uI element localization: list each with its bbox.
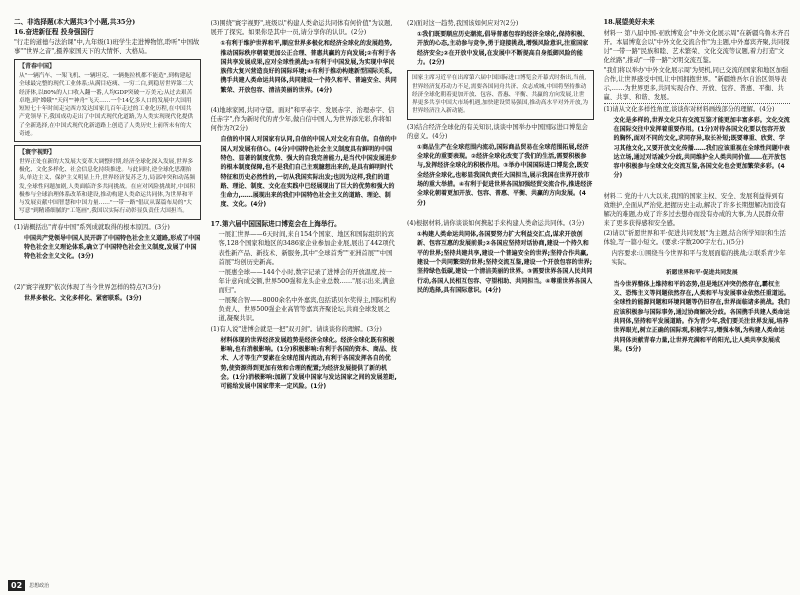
question-16-intro: "行走的道德与法治课"中,九年级(1)班学生走进博物馆,聆听"中国故事""世界之音",摄养家国天下的大情怀、大格局。 [14, 39, 200, 56]
question-17-1: (1)有人说"进博会就是一把"双刃剑"。请谈谈你的理解。(3分) [210, 325, 382, 333]
answer-17-4: ①构建人类命运共同体,各国要努力扩大利益交汇点,谋求开放创新、包容互惠的发展前景;②各国应坚持对话协商,建设一个持久和平的世界;坚持共建共享,建设一个普遍安全的世界;坚持合作共赢,建设一个共同繁荣的世界;坚持交流互鉴,建设一个开放包容的世界;坚持绿色低碳,建设一个清洁美丽的世界。③需要世界各国人民共同行动,各国人民相互包容、守望相助、共同担当。④尊重世界各国人民的选择,具有国际意识。(4分) [417, 231, 593, 294]
question-17-material-3: 一展聚合智——8000余名中外嘉宾,包括诺贝尔奖得主,国际机构负责人、世界500强企业高管等嘉宾齐聚论坛,共商全球发展之道,凝聚共识。 [218, 297, 396, 323]
question-18-2-note: 内容要求:①围绕当今世界和平与发展面临的挑战;②联系青少年实际。 [611, 249, 786, 266]
column-4 [604, 18, 791, 581]
material-box-youth-china [14, 59, 201, 142]
answer-18-2: 当今世界整体上维持和平的态势,但是地区冲突仍然存在,霸权主义、恐怖主义等问题依然存在,人类和平与发展事业依然任重道远。全球性的能源问题和环境问题等仍旧存在,世界面临诸多挑战。我们应该积极参与国际事务,通过协商解决分歧。各国携手共建人类命运共同体,坚持和平发展道路。作为青少年,我们要关注世界发展,培养世界眼光,树立正确的国际观,积极学习,增强本领,为构建人类命运共同体贡献青春力量,让世界充满和平的阳光,让人类共享发展成果。(5分) [613, 280, 790, 353]
answer-18-1: 文化是多样的,世界文化只有交流互鉴才能更加丰富多彩。文化交流在国际交往中发挥着重要作用。(1分)对待各国文化要以包容开放的胸怀,面对不同的文化,求同存异,取长补短;既要尊重、欣赏、学习其他文化,又要开放文化传播……我们应该重视在全球性问题中表达立场,通过对话减少分歧,共同维护全人类共同价值……在开放包容中积极参与全球文化交流互鉴,各国文化也会更加繁荣多彩。(4分) [613, 116, 790, 180]
answer-17-3: ①商品生产在全球范围内流动,国际商品贸易在全球范围拓展,经济全球化的重要表现。②经济全球化改变了我们的生活,需要积极参与,发挥经济全球化的积极作用。③举办中国国际进口博览会,既安全经济全球化,也彰显我国负责任大国担当,展示我国在世界开放市场的重大举措。④有利于促进世界各国加强经贸交流合作,推进经济全球化朝着更加开放、包容、普惠、平衡、共赢的方向发展。(4分) [417, 143, 593, 207]
answer-17-2: ①我们既要顺应历史潮流,倡导普惠包容的经济全球化,保持积极、开放的心态,主动参与竞争,勇于迎接挑战,增强风险意识,注重国家经济安全;②在开放中发展,在发展中不断提高自身抵御风险的能力。(2分) [417, 31, 589, 67]
answer-18-2-title: 祈愿世界和平·促进共同发展 [665, 269, 738, 276]
question-16-4: (4)地球家园,共同守望。面对"和平赤字、发展赤字、治理赤字、信任赤字",作为新时代的青少年,做自信中国人,为世界添光彩,你将如何作为?(2分) [210, 107, 395, 133]
question-18-title: 18.展望美好未来 [603, 18, 655, 26]
column-3 [407, 18, 594, 581]
material-box-global-vision [14, 145, 201, 220]
material-box-expo [407, 70, 594, 119]
question-17-material-2: 一展惠全球——144个小时,数字记录了进博会的开放温度,按一年计意向成交额,世界500强和龙头企业总数……"展示出来,满意而归"。 [218, 268, 395, 295]
material-1-intro: 材料一 第八届中国-亚欧博览会"中外文化展示周"在新疆乌鲁木齐召开。本届博览会以"中外文化交流合作"为主题,中外嘉宾齐聚,共同探讨"一带一路"民族和睦、艺术繁荣、文化交流等议题,着力打造"文化丝路",推动"一带一路"文明交流互鉴。 [603, 29, 790, 64]
question-17-3: (3)结合经济全球化的有关知识,谈谈中国举办中国国际进口博览会的意义。(4分) [407, 123, 588, 140]
footer-logo-text: 思想政治 [29, 583, 50, 589]
page-number: 02 [8, 580, 25, 591]
page-footer [8, 580, 49, 591]
question-17-4: (4)根据材料,请你谈谈如何携起手来构建人类命运共同体。(3分) [407, 219, 585, 227]
question-17-2: (2)面对这一趋势,我国该如何应对?(2分) [407, 20, 519, 27]
question-17-material-1: 一展汇世界——6天时间,来自154个国家、地区和国际组织的宾客,128个国家和地区的3486家企业参加企业展,展出了442项代表性新产品、新技术、新服务,其中"全球首秀""亚洲首展""中国首展"均创历史新高。 [218, 231, 395, 266]
question-16-title: 16.奋进新征程 投身强国行 [14, 27, 94, 36]
question-16-1: (1)请概括出"青春中国"系列成就取得的根本原因。(3分) [14, 223, 170, 231]
question-18-1: (1)请从文化多样性角度,谈谈你对材料画线部分的理解。(4分) [603, 105, 775, 113]
box-tag: 【青春中国】 [19, 63, 56, 71]
material-1-quote: "我们将以举办'中外文化展示周'为契机,同已交流的国家和地区加强合作,让世界感受中国,让中国拥抱世界。"新疆维吾尔自治区领导表示,……为世界更多,共同实现合作、开放、包容、普惠、平衡、共赢、共享、和谐、发展。 [604, 66, 791, 104]
question-18-2: (2)请以"祈愿世界和平·促进共同发展"为主题,结合所学知识和生活体验,写一篇小短文。(要求:字数200字左右。)(5分) [603, 230, 786, 247]
column-2 [211, 18, 398, 581]
question-17-title: 17.第六届中国国际进口博览会在上海举行。 [210, 219, 341, 228]
answer-16-3: ①有利于维护世界和平,顺应世界多极化和经济全球化的发展趋势,推动国际秩序朝着更加公正合理、普惠共赢的方向发展;②有利于各国共享发展成果,应对全球性挑战;③有利于中国发展,为实现中华民族伟大复兴营造良好的国际环境;④有利于推动构建新型国际关系,携手共建人类命运共同体,共同建设一个持久和平、普遍安全、共同繁荣、开放包容、清洁美丽的世界。(4分) [220, 40, 397, 94]
box-text: 从"一辆汽车、一架飞机、一辆坦克、一辆拖拉机都不能造",到构建起全球最完整的现代工业体系;从满目疮痍、一穷二白,到稳居世界第二大经济体,以80%的人口收入翻一番,人均GDP突破一万美元;从过去艰苦卓绝,到"嫦娥""天问""神舟"飞天……一个14亿多人口的发展中大国用短短七十年时间走完西方发达国家几百年走过的工业化历程,在中国共产党领导下,我国成功走出了中国式现代化道路,为人类实现现代化提供了全新选择,在中国式现代化新道路上创造了人类历史上前所未有的大奇迹。 [19, 73, 194, 137]
answer-16-1: 中国共产党领导中国人民开辟了中国特色社会主义道路,形成了中国特色社会主义理论体系,确立了中国特色社会主义制度,发展了中国特色社会主义文化。(3分) [24, 234, 201, 261]
box-tag: 【寰宇视野】 [19, 149, 56, 157]
answer-16-4: 自信的中国人对国家有认同,自信的中国人对文化有自信。自信的中国人对发展有信心。(4分)中国特色社会主义制度具有鲜明的中国特色、显著的制度优势、强大的自我完善能力,是当代中国发展进步的根本制度保障,也不是我们自己主观臆想出来的,是具有鲜明时代特征和历史必然性的,一切从我国实际出发;也因为这样,我们的道路、理论、制度、文化在实践中已经展现出了巨大的优势和强大的生命力,……展现出来的我们中国特色社会主义的道路、理论、制度、文化。(4分) [220, 136, 397, 209]
question-16-3: (3)围绕"寰宇视野",班级以"构建人类命运共同体有何价值"为议题,展开了探究。如果你是其中一员,请分享你的认识。(2分) [210, 20, 393, 37]
section-heading: 二、非选择题(本大题共3个小题,共35分) [14, 18, 136, 26]
material-2-intro: 材料二 党的十八大以来,我国的国家主权、安全、发展利益得到有效维护,全面从严治党,把握历史主动,解决了许多长期想解决而没有解决的难题,办成了许多过去想办而没有办成的大事,为人民群众带来了更多获得感和安全感。 [603, 192, 786, 228]
box-text: 国家主席习近平在出席第六届中国国际进口博览会开幕式时指出,当前,世界经济复苏动力不足,需要各国同舟共济、众志成城,中国将坚持推动经济全球化朝着更加开放、包容、普惠、平衡、共赢的方向发展,让世界更多共享中国大市场机遇,加快建设贸易强国,推动高水平对外开放,为世界经济注入新动能。 [412, 75, 589, 115]
answer-17-1: 材料体现的世界经济发展趋势是经济全球化。经济全球化既有积极影响,也有消极影响。(1分)积极影响:有利于各国的资本、商品、技术、人才等生产要素在全球范围内流动,有利于各国发挥各自的优势,使资源得到更加有效和合理的配置;为经济发展提供了新的机会。(1分)消极影响:加剧了发展中国家与发达国家之间的发展差距,可能给发展中国家带来一定风险。(1分) [220, 336, 397, 391]
box-text: 世界正处在新的大发展大变革大调整时期,经济全球化深入发展,世界多极化、文化多样化、社会信息化持续推进。与此同时,逆全球化思潮抬头,单边主义、保护主义明显上升,世界经济复苏乏力,局部冲突和动荡频发,全球性问题加剧,人类面临许多共同挑战。在应对风险挑战时,中国积极参与全球治理体系改革和建设,推动构建人类命运共同体,为世界和平与发展贡献中国智慧和中国力量……"一带一路"倡议从谋篇布局的"大写意"到精谨细腻的"工笔画",我国以实际行动彰显负责任大国担当。 [19, 158, 196, 215]
answer-16-2: 世界多极化、文化多样化、紧密联系。(3分) [24, 294, 142, 302]
column-1 [14, 18, 201, 581]
question-16-2: (2)"寰宇视野"依次体现了当今世界怎样的特点?(3分) [14, 283, 161, 291]
